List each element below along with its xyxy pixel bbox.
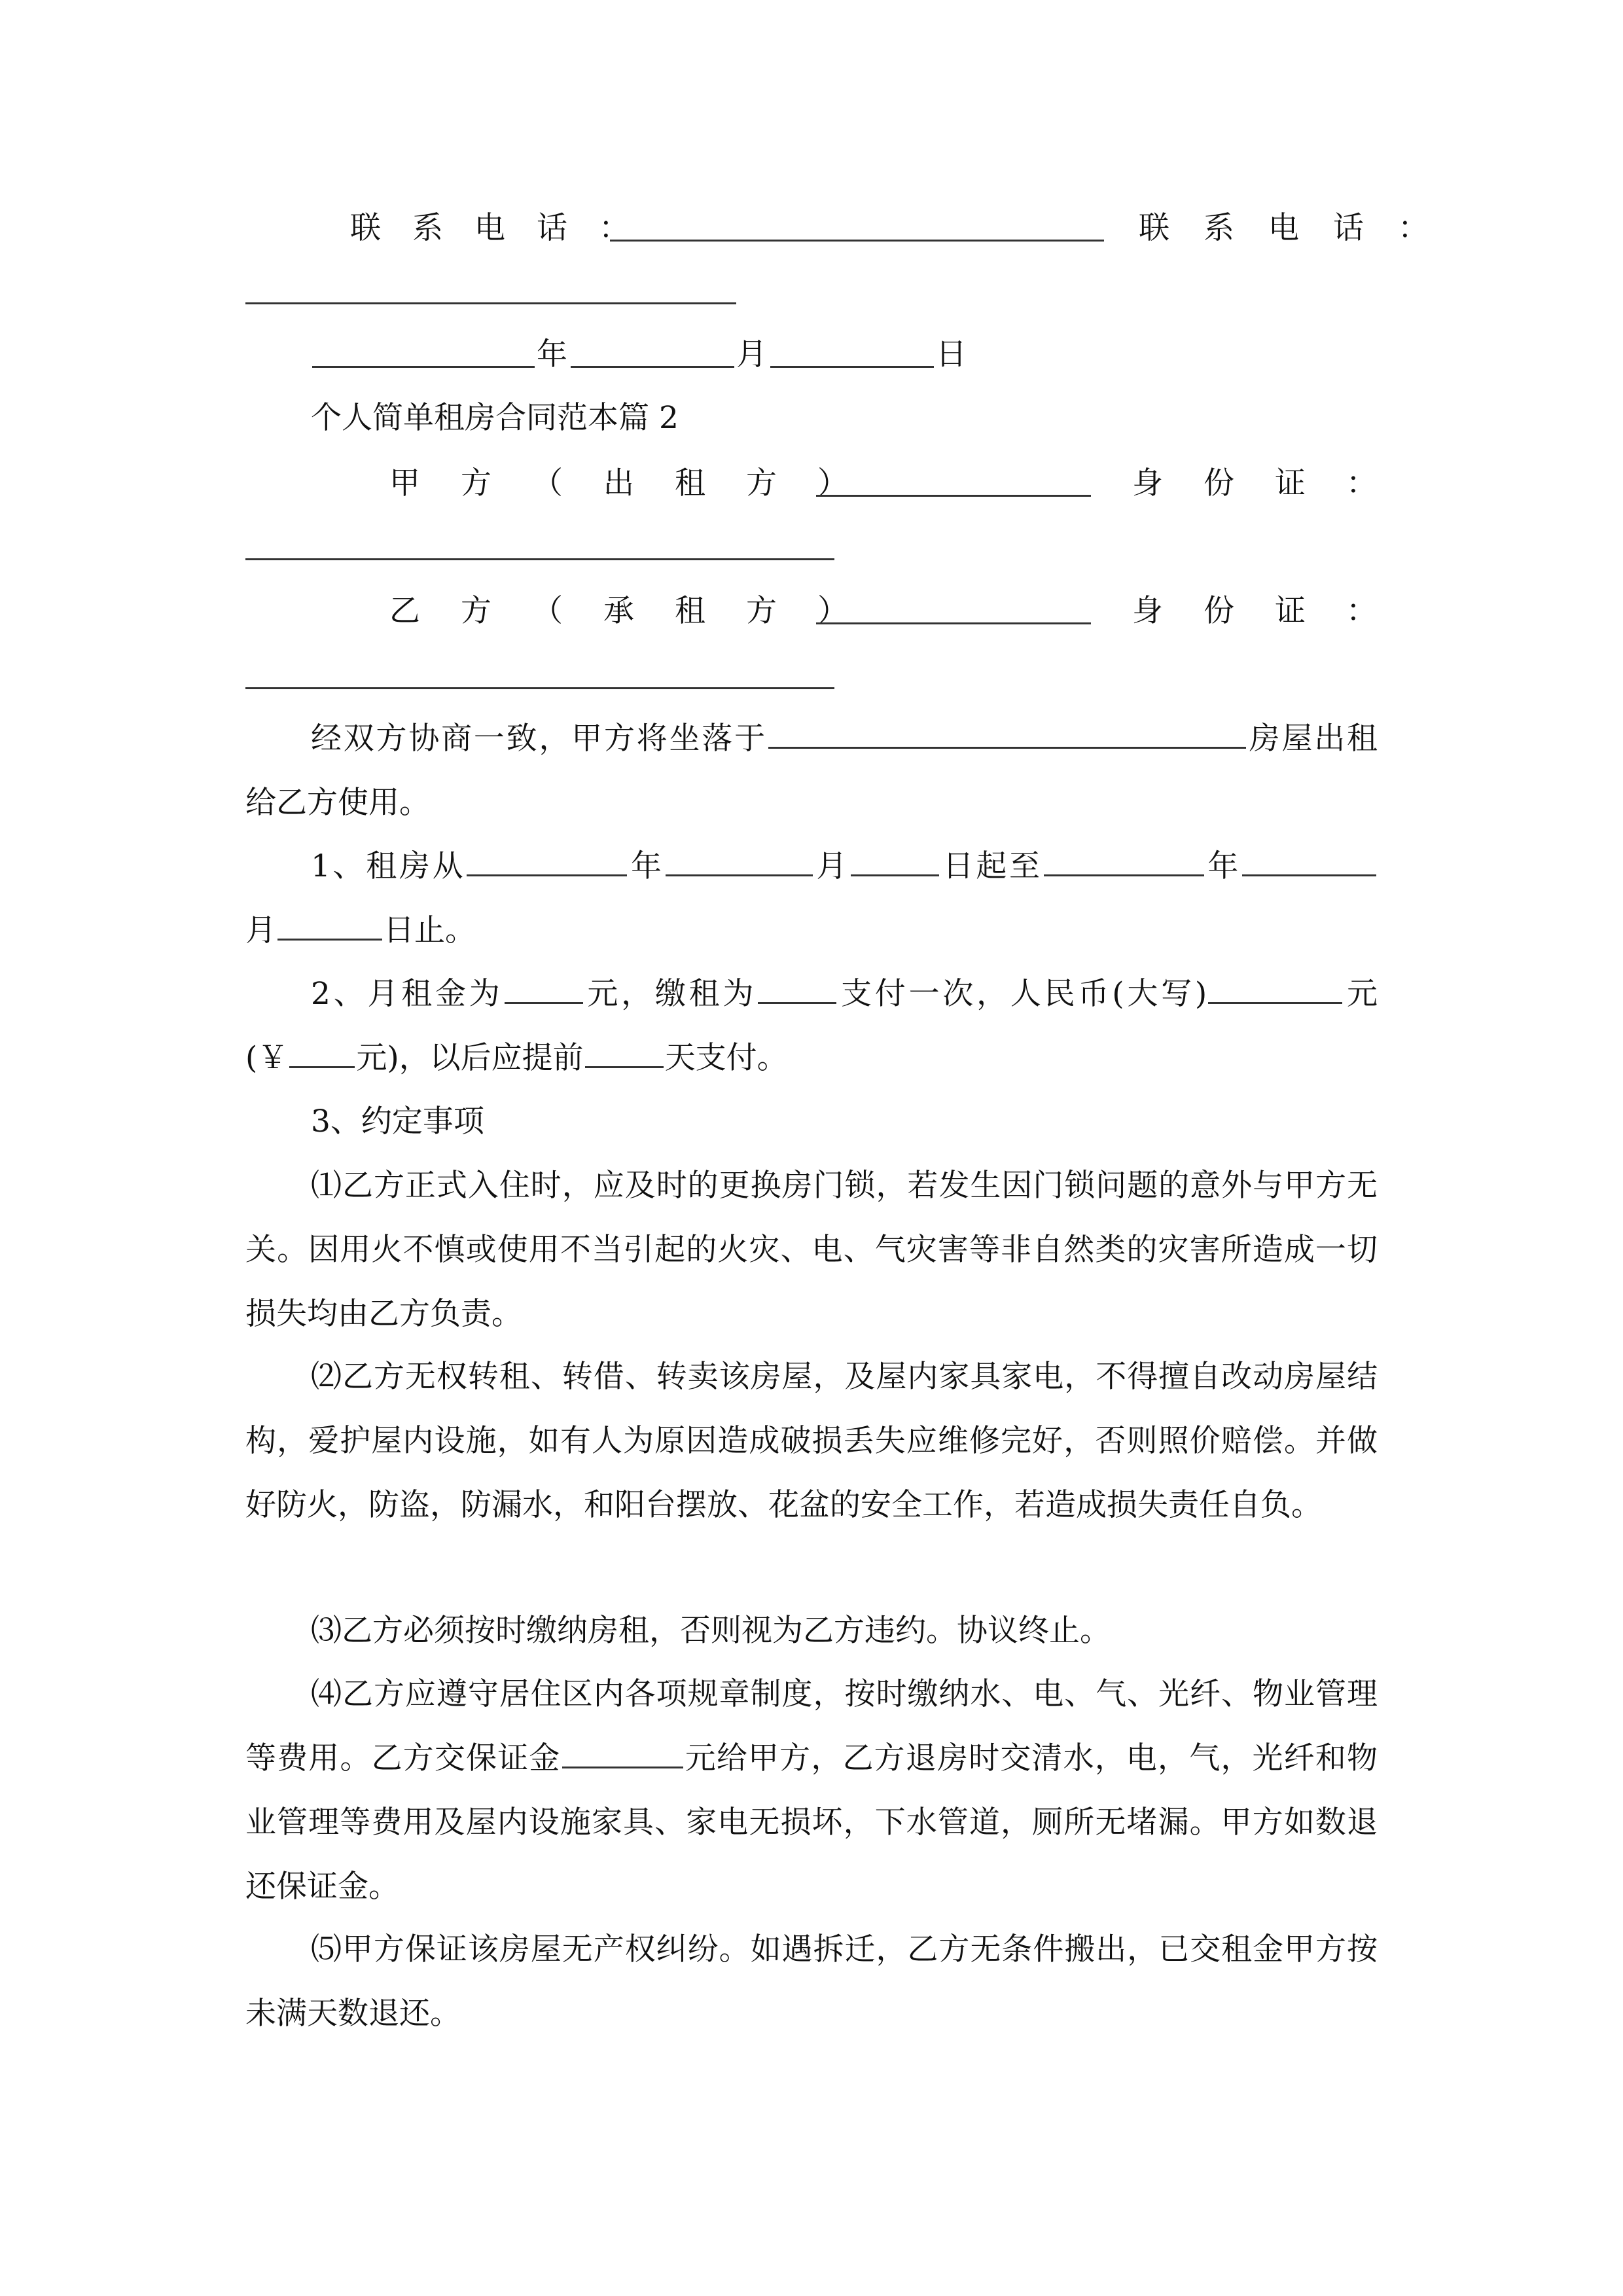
intro-line-2: 给乙方使用。 — [245, 785, 430, 821]
item-3: ⑶乙方必须按时缴纳房租，否则视为乙方违约。协议终止。 — [311, 1613, 1111, 1649]
clause2-d: 元 — [1344, 976, 1378, 1012]
intro-line-1 — [245, 707, 1378, 771]
clause1-g: 日止。 — [383, 912, 476, 948]
item-2: ⑵乙方无权转租、转借、转卖该房屋，及屋内家具家电，不得擅自改动房屋结构，爱护屋内设施，如有人为原因造成破损丢失应维修完好，否则照价赔偿。并做好防火，防盗，防漏水，和阳台摆放、花盆的安全工作，若造成损失责任自负。 — [245, 1359, 1378, 1523]
clause1-b: 年 — [628, 848, 664, 884]
contact-blank-a[interactable] — [610, 202, 1104, 242]
clause1-d: 日起至 — [940, 848, 1043, 884]
intro-address-blank[interactable] — [768, 709, 1246, 749]
clause2-c: 支付一次，人民币(大写) — [838, 976, 1207, 1012]
clause1-line-2 — [245, 899, 1378, 963]
clause2-f: 元)，以后应提前 — [356, 1040, 584, 1076]
clause1-blank-3[interactable] — [851, 836, 939, 876]
party-a-label: 甲方（出租方） — [389, 465, 889, 501]
clause2-blank-1[interactable] — [505, 964, 583, 1004]
clause2-line-1 — [245, 962, 1378, 1026]
item-4-before: ⑷乙方应遵守居住区内各项规章制度，按时缴纳水、电、气、光纤、物业管理等费用。乙方交保证金 — [245, 1676, 1378, 1776]
contact-label-a: 联系电话： — [350, 210, 661, 246]
party-b-id-blank[interactable] — [245, 687, 834, 689]
date-blank-month[interactable] — [571, 328, 734, 368]
clause2-g: 天支付。 — [664, 1040, 788, 1076]
intro-after: 房屋出租 — [1247, 721, 1378, 757]
clause2-a: 2、月租金为 — [311, 976, 503, 1012]
item-1: ⑴乙方正式入住时，应及时的更换房门锁，若发生因门锁问题的意外与甲方无关。因用火不慎或使用不当引起的火灾、电、气灾害等非自然类的灾害所造成一切损失均由乙方负责。 — [245, 1168, 1378, 1332]
item-4-after: 元给甲方，乙方退房时交清水，电，气，光纤和物业管理等费用及屋内设施家具、家电无损坏，下水管道，厕所无堵漏。甲方如数退还保证金。 — [245, 1740, 1378, 1905]
clause2-blank-4[interactable] — [289, 1028, 355, 1068]
clause1-e: 年 — [1205, 848, 1241, 884]
item-5: ⑸甲方保证该房屋无产权纠纷。如遇拆迁，乙方无条件搬出，已交租金甲方按未满天数退还。 — [245, 1931, 1378, 2032]
clause1-c: 月 — [813, 848, 849, 884]
deposit-blank[interactable] — [562, 1729, 683, 1768]
item-4 — [245, 1662, 1378, 1919]
clause2-blank-3[interactable] — [1208, 964, 1342, 1004]
clause1-line-1 — [245, 834, 1378, 899]
date-blank-year[interactable] — [312, 328, 535, 368]
clause3-title: 3、约定事项 — [311, 1103, 484, 1139]
clause1-f: 月 — [245, 912, 276, 948]
clause2-blank-2[interactable] — [758, 964, 836, 1004]
contact-blank-b[interactable] — [245, 302, 736, 304]
date-year: 年 — [537, 336, 567, 372]
clause1-blank-4[interactable] — [1044, 836, 1204, 876]
party-a-name-blank[interactable] — [816, 457, 1091, 497]
intro-before: 经双方协商一致，甲方将坐落于 — [311, 721, 767, 757]
date-day: 日 — [936, 336, 967, 372]
party-a-id-label: 身份证： — [1132, 465, 1418, 501]
clause2-line-2 — [245, 1026, 1378, 1090]
contact-label-b: 联系电话： — [1139, 210, 1463, 246]
section-title: 个人简单租房合同范本篇 2 — [311, 400, 679, 436]
party-b-name-blank[interactable] — [816, 584, 1091, 624]
clause1-blank-1[interactable] — [467, 836, 627, 876]
clause2-blank-5[interactable] — [585, 1028, 664, 1068]
party-b-label: 乙方（承租方） — [389, 593, 889, 629]
date-month: 月 — [736, 336, 767, 372]
party-a-id-blank[interactable] — [245, 558, 834, 560]
clause1-blank-6[interactable] — [277, 901, 382, 941]
clause2-b: 元，缴租为 — [584, 976, 757, 1012]
party-b-id-label: 身份证： — [1132, 593, 1418, 629]
clause1-a: 1、租房从 — [311, 848, 466, 884]
clause1-blank-2[interactable] — [666, 836, 813, 876]
clause1-blank-5[interactable] — [1242, 836, 1376, 876]
date-blank-day[interactable] — [770, 328, 934, 368]
clause2-e: (￥ — [245, 1040, 289, 1076]
